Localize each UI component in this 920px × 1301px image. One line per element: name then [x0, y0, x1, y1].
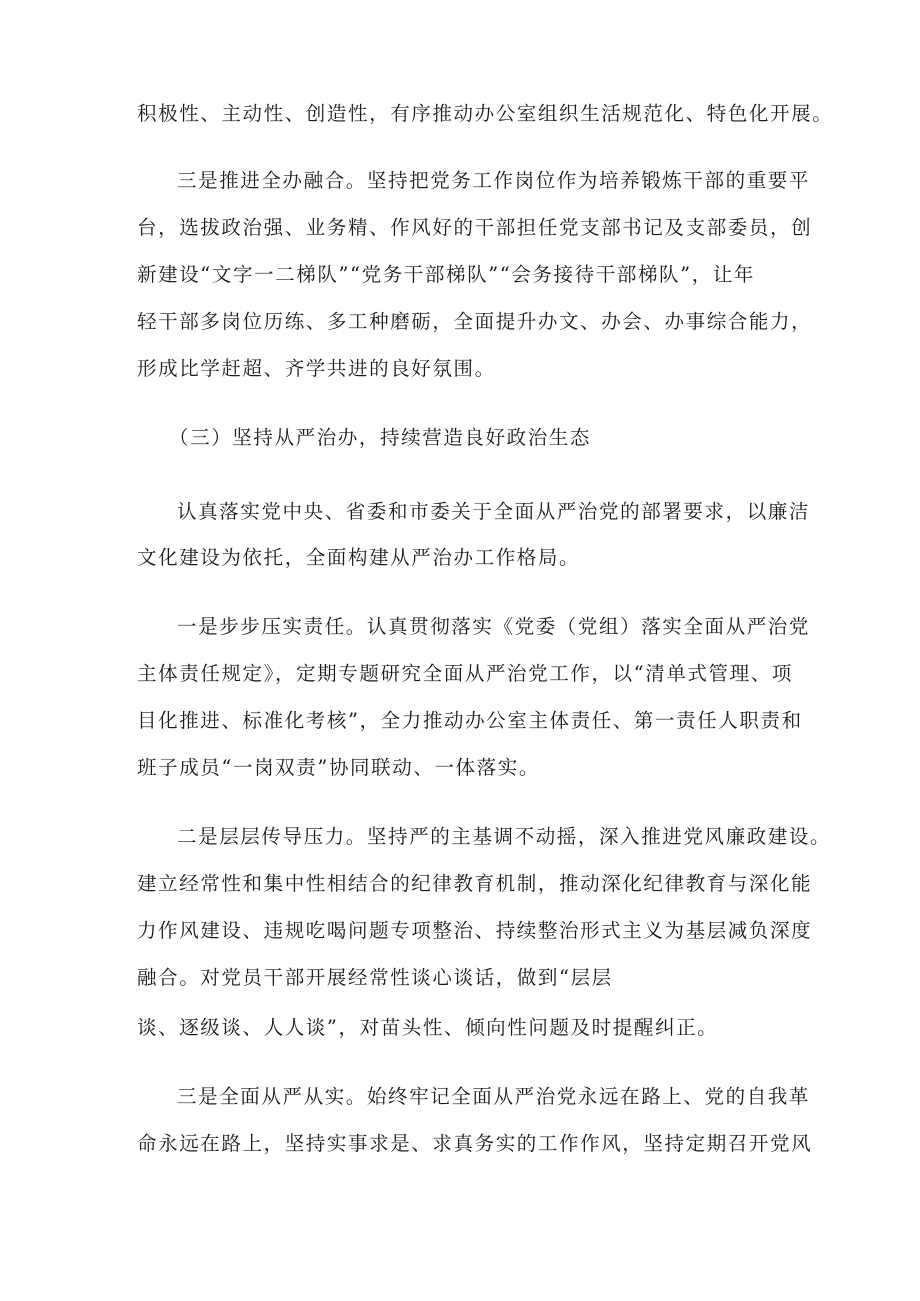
paragraph-line: 认真落实党中央、省委和市委关于全面从严治党的部署要求，以廉洁 [177, 500, 811, 523]
paragraph-line: 三是推进全办融合。坚持把党务工作岗位作为培养锻炼干部的重要平 [177, 169, 811, 192]
paragraph-line: 建立经常性和集中性相结合的纪律教育机制，推动深化纪律教育与深化能 [137, 872, 813, 895]
paragraph-line: 三是全面从严从实。始终牢记全面从严治党永远在路上、党的自我革 [177, 1085, 811, 1108]
paragraph-line: 形成比学赶超、齐学共进的良好氛围。 [137, 357, 496, 380]
paragraph-line: 台，选拔政治强、业务精、作风好的干部担任党支部书记及支部委员，创 [137, 216, 813, 239]
paragraph-line: 主体责任规定》，定期专题研究全面从严治党工作，以“清单式管理、项 [137, 662, 793, 685]
paragraph-line: 命永远在路上，坚持实事求是、求真务实的工作作风，坚持定期召开党风 [137, 1132, 813, 1155]
paragraph-line: 轻干部多岗位历练、多工种磨砺，全面提升办文、办会、办事综合能力， [137, 310, 813, 333]
paragraph-line: 积极性、主动性、创造性，有序推动办公室组织生活规范化、特色化开展。 [137, 102, 834, 125]
paragraph-line: 谈、逐级谈、人人谈”，对苗头性、倾向性问题及时提醒纠正。 [137, 1016, 719, 1039]
paragraph-line: 新建设“文字一二梯队”“党务干部梯队”“会务接待干部梯队”，让年 [137, 263, 756, 286]
section-heading: （三）坚持从严治办，持续营造良好政治生态 [169, 426, 592, 449]
paragraph-line: 班子成员“一岗双责”协同联动、一体落实。 [137, 756, 540, 779]
paragraph-line: 融合。对党员干部开展经常性谈心谈话，做到“层层 [137, 966, 613, 989]
paragraph-line: 目化推进、标准化考核”，全力推动办公室主体责任、第一责任人职责和 [137, 709, 803, 732]
paragraph-line: 二是层层传导压力。坚持严的主基调不动摇，深入推进党风廉政建设。 [177, 825, 832, 848]
paragraph-line: 一是步步压实责任。认真贯彻落实《党委（党组）落实全面从严治党 [177, 615, 811, 638]
paragraph-line: 力作风建设、违规吃喝问题专项整治、持续整治形式主义为基层减负深度 [137, 919, 813, 942]
paragraph-line: 文化建设为依托，全面构建从严治办工作格局。 [137, 546, 581, 569]
